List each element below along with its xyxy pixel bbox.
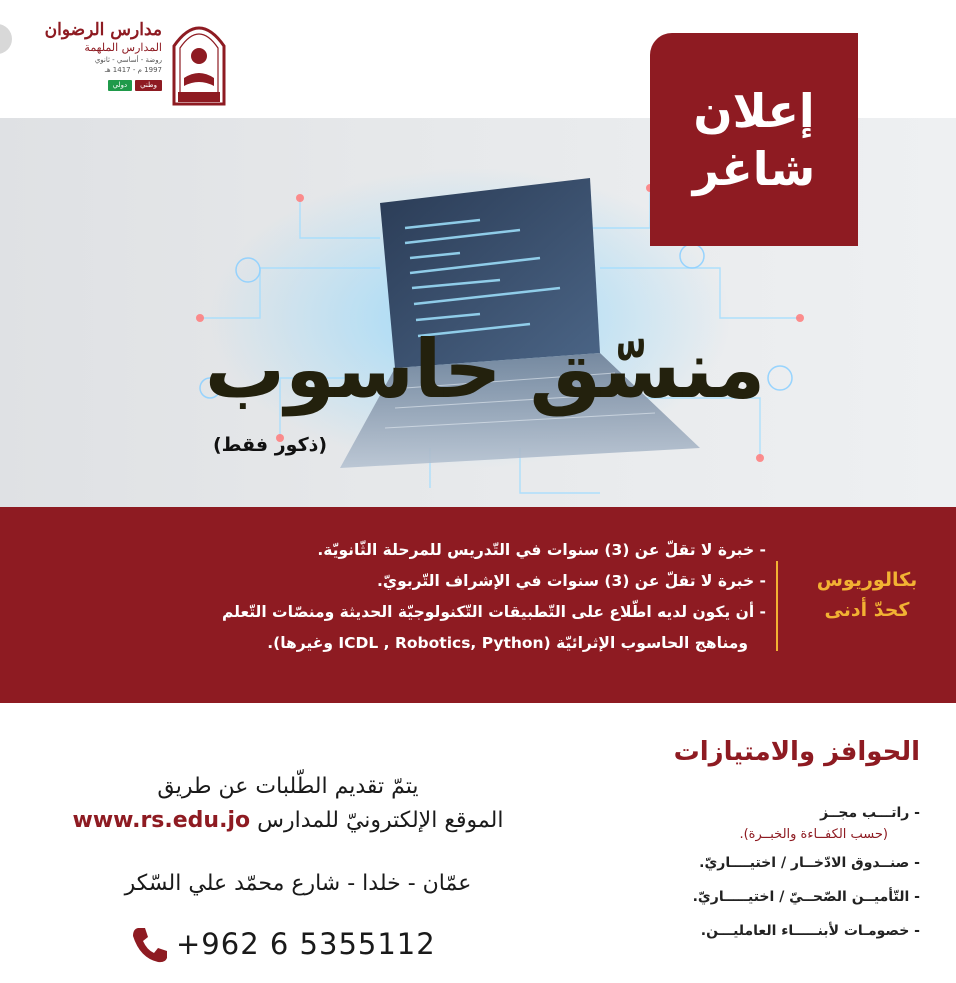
logo-levels: روضة - أساسي - ثانوي (94, 56, 162, 64)
requirements-list (26, 535, 766, 659)
vacancy-announcement-box (650, 33, 858, 246)
apply-line-2-text: الموقع الإلكترونيّ للمدارس (257, 808, 504, 833)
degree-line-2: كحدّ أدنى (824, 599, 910, 621)
job-gender-note: (ذكور فقط) (212, 434, 328, 456)
school-logo (42, 12, 228, 108)
phone-number[interactable]: +962 6 5355112 (176, 927, 436, 961)
benefits-title: الحوافز والامتيازات (673, 737, 920, 767)
benefit-item: - راتـــب مجــز (820, 805, 920, 821)
website-link[interactable]: www.rs.edu.jo (72, 808, 251, 833)
benefit-item: - التّأميــن الصّحــيّ / اختيـــــاريّ. (692, 889, 920, 905)
tag-national: وطني (135, 80, 162, 91)
requirement-item: - خبرة لا تقلّ عن (3) سنوات في الإشراف التّربويّ. (377, 572, 766, 590)
logo-subtitle: المدارس الملهمة (84, 41, 162, 54)
requirement-item: ومناهج الحاسوب الإثرائيّة (ICDL , Robotics, Python وغيرها). (267, 634, 748, 652)
school-address: عمّان - خلدا - شارع محمّد علي السّكر (124, 871, 472, 896)
logo-name: مدارس الرضوان (44, 20, 162, 40)
requirements-band (0, 507, 956, 703)
apply-line-2 (18, 804, 558, 838)
application-info (18, 770, 558, 838)
benefit-item: - صنــدوق الادّخــار / اختيــــاريّ. (699, 855, 920, 871)
benefit-item: - خصومـات لأبنـــــاء العامليـــن. (700, 923, 920, 939)
announce-line-2: شاغر (692, 141, 816, 196)
logo-founded: 1997 م - 1417 هـ (104, 66, 162, 74)
phone-icon (128, 922, 172, 966)
announce-line-1: إعلان (693, 83, 815, 138)
degree-divider (776, 561, 778, 651)
phone-contact[interactable] (128, 922, 468, 966)
edge-circle (0, 24, 12, 54)
apply-line-1: يتمّ تقديم الطّلبات عن طريق (157, 774, 419, 799)
benefits-section (600, 730, 920, 948)
degree-requirement (778, 565, 956, 625)
tag-international: دولي (108, 80, 132, 91)
school-emblem-icon (170, 16, 228, 106)
degree-line-1: بكالوريوس (816, 569, 918, 591)
job-title: منسّق حاسوب (204, 323, 766, 416)
salary-note: (حسب الكفــاءة والخبــرة). (739, 827, 888, 842)
requirement-item: - خبرة لا تقلّ عن (3) سنوات في التّدريس للمرحلة الثّانويّة. (317, 541, 766, 559)
requirement-item: - أن يكون لديه اطّلاع على التّطبيقات التّكنولوجيّة الحديثة ومنصّات التّعلم (221, 603, 766, 621)
